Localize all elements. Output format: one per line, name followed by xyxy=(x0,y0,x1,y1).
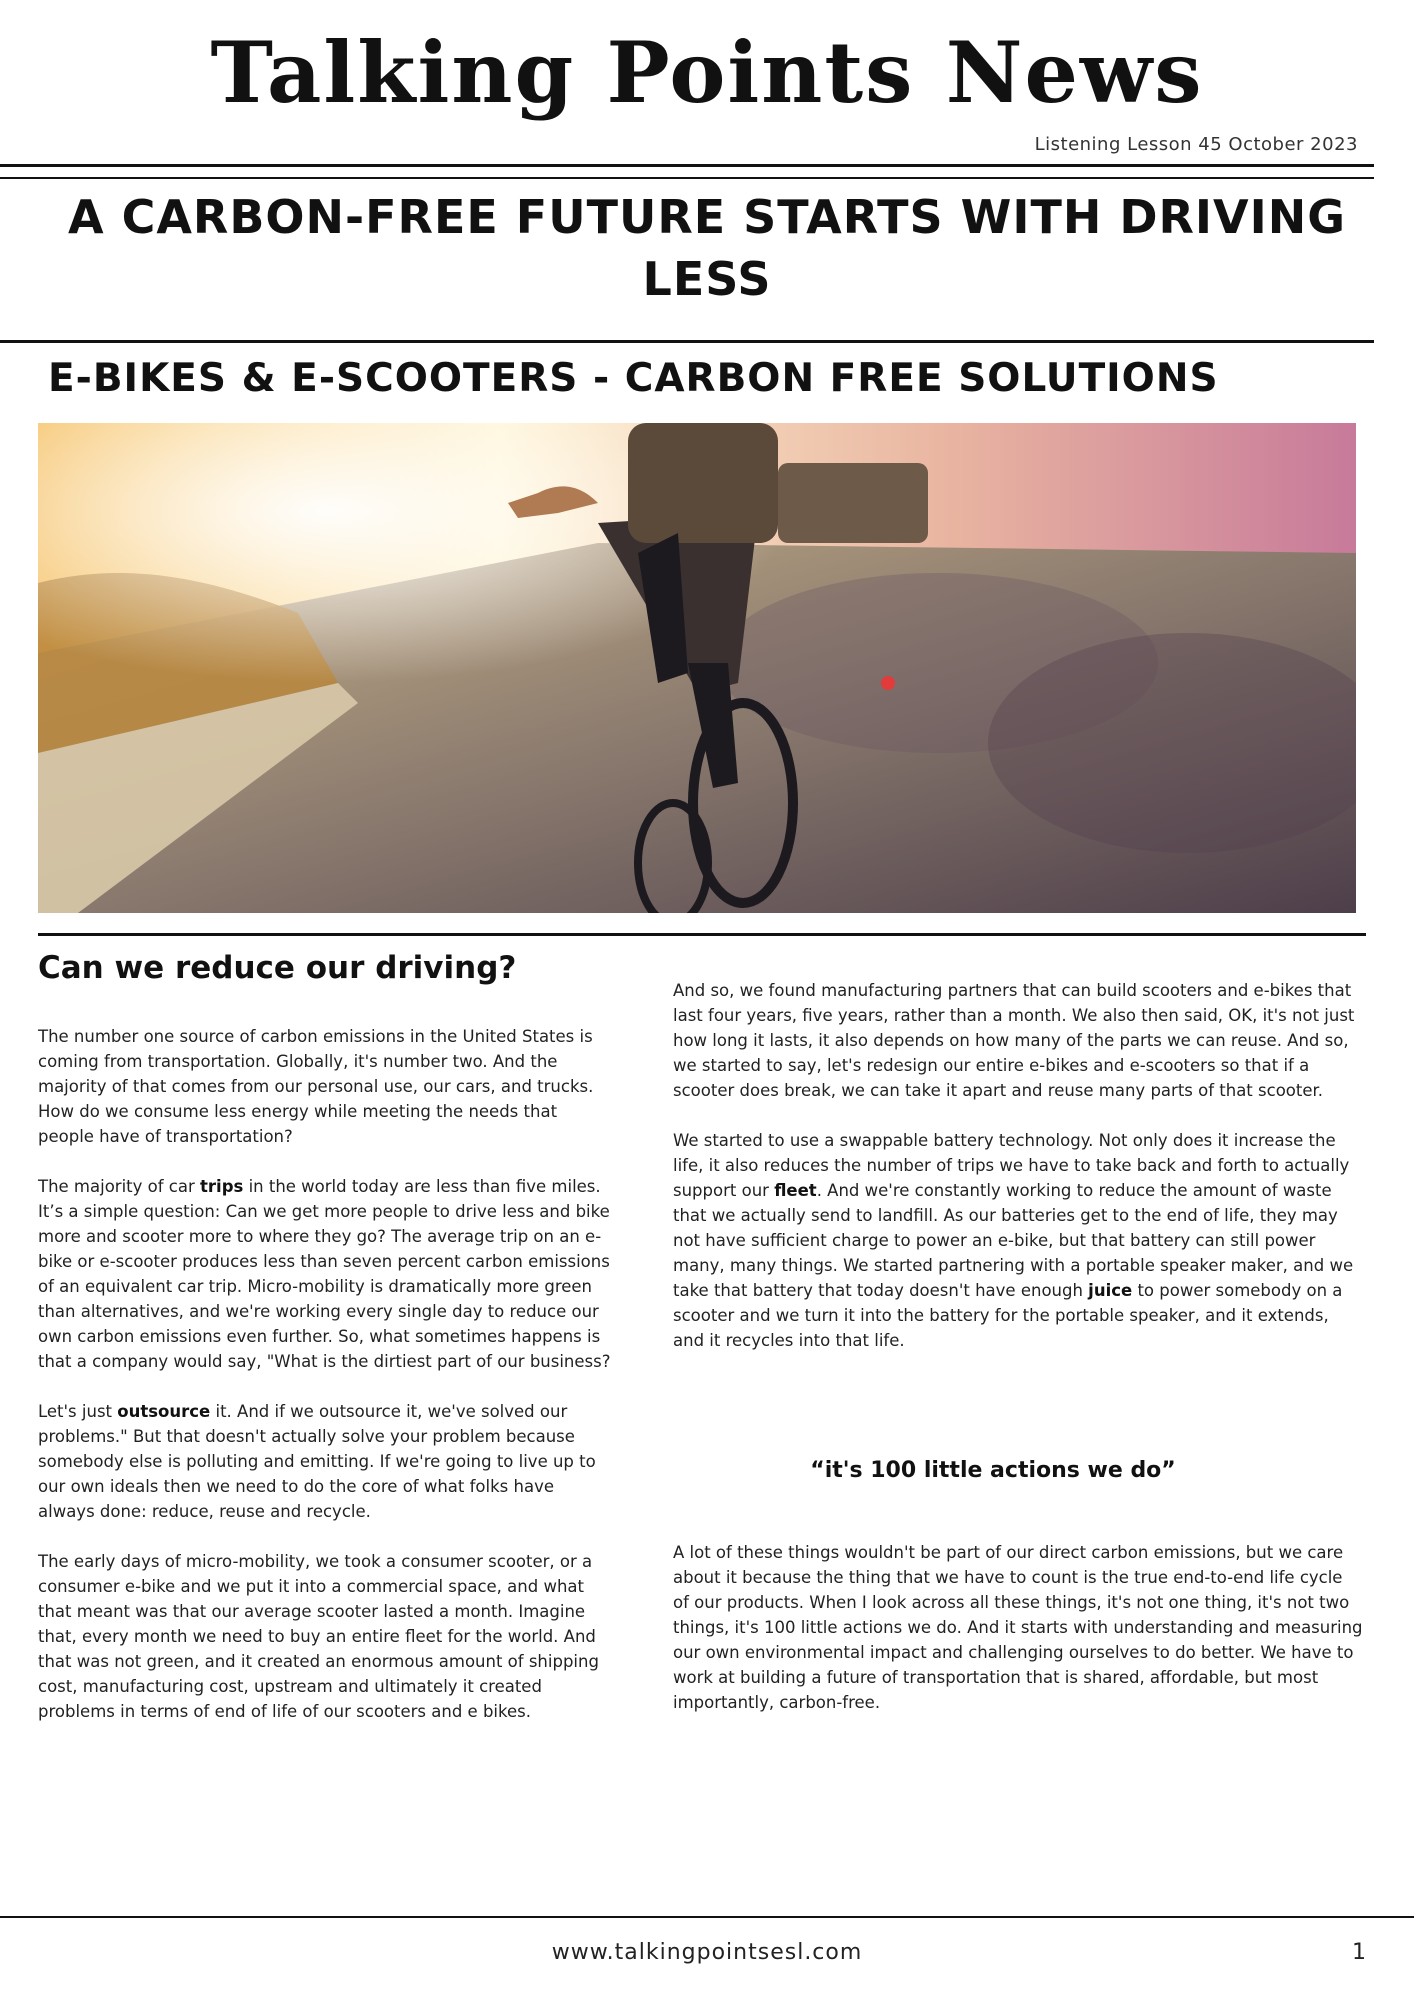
subheadline: E-BIKES & E-SCOOTERS - CARBON FREE SOLUTIONS xyxy=(48,356,1219,401)
right-column xyxy=(673,978,1363,1378)
vocab-juice: juice xyxy=(1088,1281,1133,1300)
vocab-outsource: outsource xyxy=(117,1402,211,1421)
pull-quote: “it's 100 little actions we do” xyxy=(810,1458,1176,1483)
image-rule xyxy=(38,933,1366,936)
left-paragraph-4: The early days of micro-mobility, we took a consumer scooter, or a consumer e-bike and we put it into a commercial space, and what that meant was that our average scooter lasted a month. Imagine that, every month we need to buy an entire fleet for the world. And that was not green, and it created an enormous amount of shipping cost, manufacturing cost, upstream and ultimately it created problems in terms of end of life of our scooters and e bikes. xyxy=(38,1552,599,1721)
left-paragraph-2: The majority of car trips in the world today are less than five miles. It’s a simple question: Can we get more people to drive less and bike more and scooter more to where they go? The average trip on an e-bike or e-scooter produces less than seven percent carbon emissions of an equivalent car trip. Micro-mobility is dramatically more green than alternatives, and we're working every single day to reduce our own carbon emissions even further. So, what sometimes happens is that a company would say, "What is the dirtiest part of our business? xyxy=(38,1177,611,1371)
cyclist-photo xyxy=(38,423,1356,913)
issue-label: Listening Lesson 45 October 2023 xyxy=(1034,134,1358,155)
footer-rule xyxy=(0,1916,1414,1918)
top-rule-thick xyxy=(0,164,1374,167)
vocab-fleet: fleet xyxy=(774,1181,817,1200)
left-paragraph-3: Let's just outsource it. And if we outsource it, we've solved our problems." But that doesn't actually solve your problem because somebody else is polluting and emitting. If we're going to live up to our own ideals then we need to do the core of what folks have always done: reduce, reuse and recycle. xyxy=(38,1402,596,1521)
page-number: 1 xyxy=(1352,1940,1366,1965)
section-title: Can we reduce our driving? xyxy=(38,950,517,986)
right-paragraph-3: A lot of these things wouldn't be part of our direct carbon emissions, but we care about it because the thing that we have to count is the true end-to-end life cycle of our products. When I look across all these things, it's not one thing, it's not two things, it's 100 little actions we do. And it starts with understanding and measuring our own environmental impact and challenging ourselves to do better. We have to work at building a future of transportation that is shared, affordable, but most importantly, carbon-free. xyxy=(673,1543,1363,1712)
left-column xyxy=(38,1024,612,1749)
headline-rule xyxy=(0,340,1374,343)
top-rule-thin xyxy=(0,177,1374,179)
right-paragraph-2: We started to use a swappable battery technology. Not only does it increase the life, it also reduces the number of trips we have to take back and forth to actually support our fleet. And we're constantly working to reduce the amount of waste that we actually send to landfill. As our batteries get to the end of life, they may not have sufficient charge to power an e-bike, but that battery can still power many, many things. We started partnering with a portable speaker maker, and we take that battery that today doesn't have enough juice to power somebody on a scooter and we turn it into the battery for the portable speaker, and it extends, and it recycles into that life. xyxy=(673,1131,1354,1350)
masthead-title: Talking Points News xyxy=(210,23,1204,122)
footer-url: www.talkingpointsesl.com xyxy=(551,1940,863,1965)
right-paragraph-1: And so, we found manufacturing partners that can build scooters and e-bikes that last four years, five years, rather than a month. We also then said, OK, it's not just how long it lasts, it also depends on how many of the parts we can reuse. And so, we started to say, let's redesign our entire e-bikes and e-scooters so that if a scooter does break, we can take it apart and reuse many parts of that scooter. xyxy=(673,981,1355,1100)
right-column-bottom xyxy=(673,1540,1363,1740)
left-paragraph-1: The number one source of carbon emissions in the United States is coming from transportation. Globally, it's number two. And the majority of that comes from our personal use, our cars, and trucks. How do we consume less energy while meeting the needs that people have of transportation? xyxy=(38,1027,594,1146)
headline: A CARBON-FREE FUTURE STARTS WITH DRIVING LESS xyxy=(67,190,1347,306)
vocab-trips: trips xyxy=(200,1177,244,1196)
